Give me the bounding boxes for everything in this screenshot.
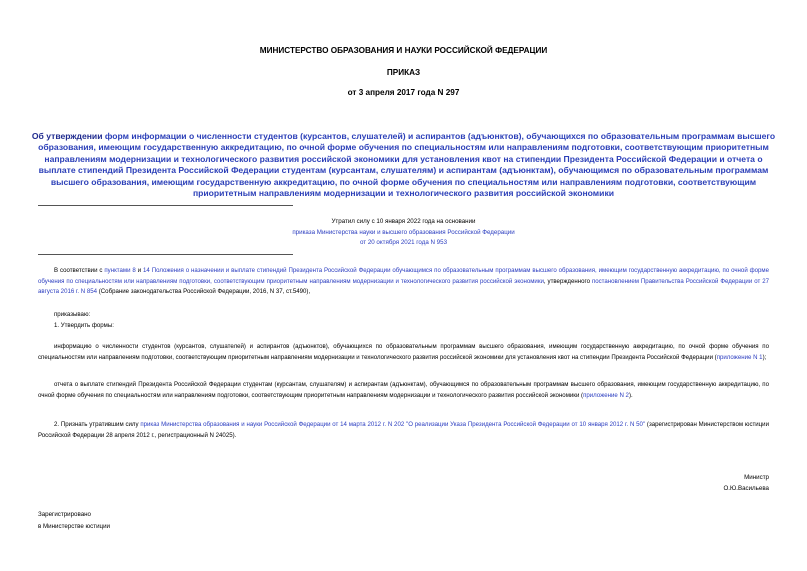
signature-block	[723, 472, 769, 494]
preamble-link-resolution[interactable]: постановлением Правительства Российской Федерации от 27 августа 2016 г. N 854	[38, 277, 770, 296]
preamble-paragraph	[38, 266, 769, 298]
document-date: от 3 апреля 2017 года N 297	[347, 88, 460, 97]
preamble-text-3: , утвержденного	[543, 277, 592, 285]
title-link[interactable]: форм информации о численности студентов (курсантов, слушателей) и аспирантов (адъюнктов), обучающихся по образовательным программам высшего образования, имеющим государственную аккредитацию, по очной форме обучения по специальностям или направлениям подготовки, соответствующим приоритетным направлениям модернизации и технологического развития российской экономики для установления квот на стипендии Президента Российской Федерации и отчета о выплате стипендий Президента Российской Федерации студентам (курсантам, слушателям) и аспирантам (адъюнктам), обучающимся по образовательным программам высшего образования, имеющим государственную аккредитацию, по очной форме обучения по специальностям или направлениям подготовки, соответствующим приоритетным направлениям модернизации и технологического развития российской экономики	[38, 131, 776, 199]
lost-force-text: Утратил силу с 10 января 2022 года на основании	[331, 218, 476, 225]
preamble-link-regulation[interactable]: 14 Положения о назначении и выплате стипендий Президента Российской Федерации обучающимся по образовательным программам высшего образования, имеющим государственную аккредитацию, по очной форме обучения по специальностям или направлениям подготовки, соответствующим приоритетным направлениям модернизации и технологического развития российской экономики	[38, 267, 770, 285]
item-2-text-2: (зарегистрирован Министерством юстиции Российской Федерации 28 апреля 2012 г., регистрационный N 24025).	[38, 421, 769, 439]
order-word: приказываю:	[54, 311, 91, 318]
form-2-paragraph	[38, 380, 769, 401]
item-2-text-1: 2. Признать утратившим силу	[54, 421, 141, 428]
registration-line-2: в Министерстве юстиции	[38, 523, 111, 530]
preamble-text-1: В соответствии с	[54, 267, 105, 274]
document-title	[26, 131, 781, 199]
form-2-end: ).	[628, 391, 633, 399]
preamble-text-4: (Собрание законодательства Российской Федерации, 2016, N 37, ст.5490),	[97, 288, 311, 296]
document-type: ПРИКАЗ	[386, 68, 421, 77]
form-2-text: отчета о выплате стипендий Президента Российской Федерации студентам (курсантам, слушателям) и аспирантам (адъюнктам), обучающимся по образовательным программам высшего образования, имеющим государственную аккредитацию, по очной форме обучения по специальностям или направлениям подготовки, соответствующим приоритетным направлениям модернизации и технологического развития российской экономики (	[38, 381, 769, 399]
form-1-paragraph	[38, 342, 769, 363]
preamble-link-items[interactable]: пунктами 8	[104, 267, 136, 274]
registration-note	[38, 509, 110, 533]
registration-line-1: Зарегистрировано	[38, 511, 91, 518]
repealed-order-link[interactable]: приказ Министерства образования и науки Российской Федерации от 14 марта 2012 г. N 202 "О реализации Указа Президента Российской Федерации от 10 января 2012 г. N 50"	[140, 421, 646, 428]
form-1-end: );	[762, 353, 767, 361]
signature-role: Министр	[744, 474, 769, 481]
ministry-name: МИНИСТЕРСТВО ОБРАЗОВАНИЯ И НАУКИ РОССИЙСКОЙ ФЕДЕРАЦИИ	[259, 46, 548, 55]
lost-force-link-date[interactable]: от 20 октября 2021 года N 953	[359, 239, 448, 246]
divider-top	[38, 205, 293, 206]
title-prefix: Об утверждении	[31, 131, 105, 141]
lost-force-note	[200, 217, 607, 249]
lost-force-link-order[interactable]: приказа Министерства науки и высшего образования Российской Федерации	[292, 228, 515, 236]
divider-bottom	[38, 254, 293, 255]
appendix-1-link[interactable]: приложение N 1	[716, 353, 763, 361]
preamble-text-2: и	[135, 267, 144, 274]
signature-name: О.Ю.Васильева	[723, 485, 769, 492]
item-2-paragraph	[38, 420, 769, 441]
item-1: 1. Утвердить формы:	[54, 322, 114, 329]
form-1-text: информацию о численности студентов (курсантов, слушателей) и аспирантов (адъюнктов), обучающихся по образовательным программам высшего образования, имеющим государственную аккредитацию, по очной форме обучения по специальностям или направлениям подготовки, соответствующим приоритетным направлениям модернизации и технологического развития российской экономики для установления квот на стипендии Президента Российской Федерации (	[38, 343, 769, 361]
appendix-2-link[interactable]: приложение N 2	[583, 391, 629, 399]
